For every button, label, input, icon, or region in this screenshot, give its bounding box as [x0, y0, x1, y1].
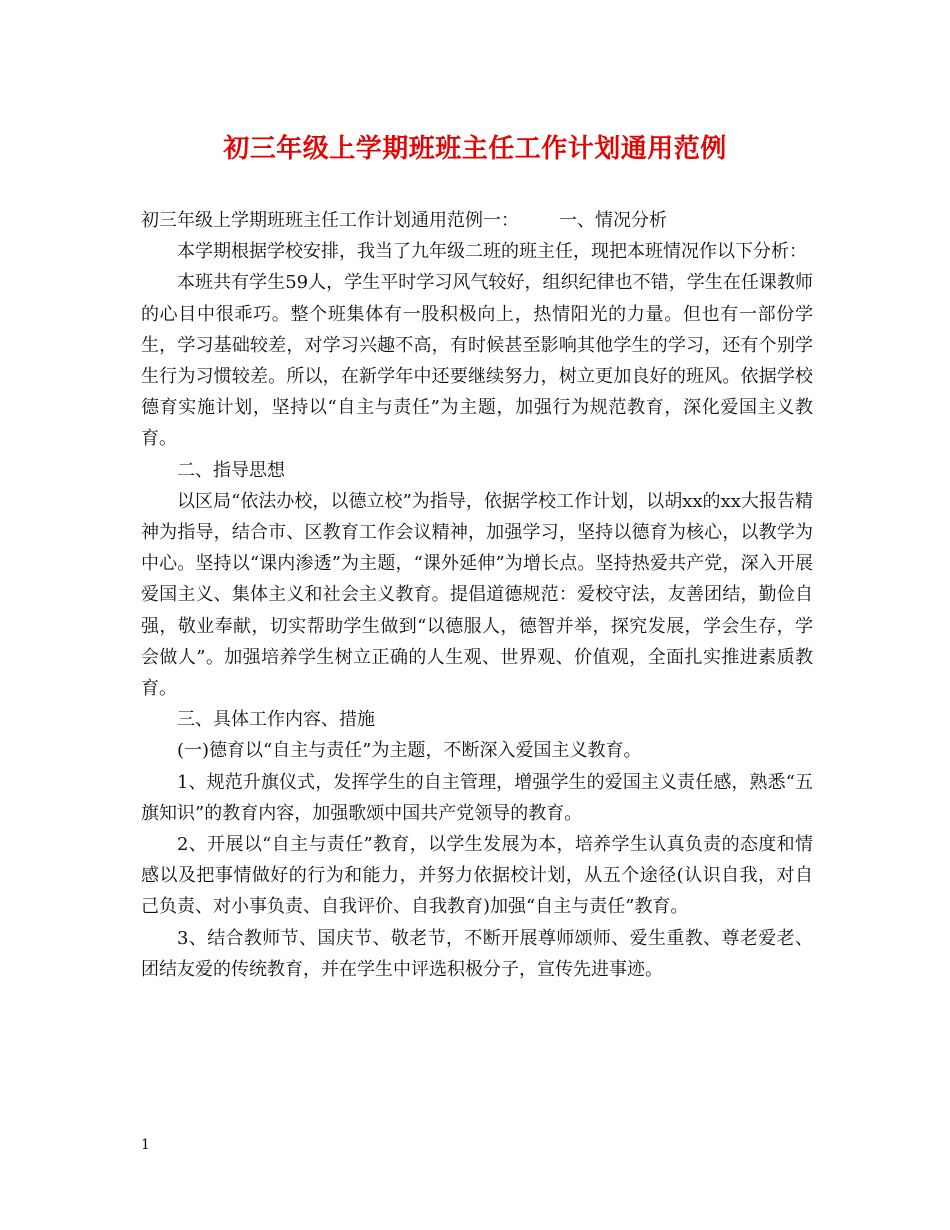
section-heading-2: 二、指导思想 [177, 459, 285, 481]
intro-line [141, 205, 813, 236]
section-heading-3: 三、具体工作内容、措施 [177, 709, 375, 731]
paragraph-3: 以区局“依法办校，以德立校”为指导，依据学校工作计划，以胡xx的xx大报告精神为指导，结合市、区教育工作会议精神，加强学习，坚持以德育为核心，以教学为中心。坚持以“课内渗透”为主题，“课外延伸”为增长点。坚持热爱共产党，深入开展爱国主义、集体主义和社会主义教育。提倡道德规范：爱校守法，友善团结，勤俭自强，敬业奉献，切实帮助学生做到“以德服人，德智并举，探究发展，学会生存，学会做人”。加强培养学生树立正确的人生观、世界观、价值观，全面扎实推进素质教育。 [141, 490, 813, 700]
subheading-1: (一)德育以“自主与责任”为主题，不断深入爱国主义教育。 [177, 740, 642, 762]
document-title: 初三年级上学期班班主任工作计划通用范例 [223, 134, 727, 164]
section-heading-1: 一、情况分析 [559, 210, 667, 231]
page-number: 1 [141, 1137, 150, 1153]
paragraph-2: 本班共有学生59人，学生平时学习风气较好，组织纪律也不错，学生在任课教师的心目中很乖巧。整个班集体有一股积极向上，热情阳光的力量。但也有一部份学生，学习基础较差，对学习兴趣不高，有时候甚至影响其他学生的学习，还有个别学生行为习惯较差。所以，在新学年中还要继续努力，树立更加良好的班风。依据学校德育实施计划，坚持以“自主与责任”为主题，加强行为规范教育，深化爱国主义教育。 [141, 272, 813, 450]
list-item-1: 1、规范升旗仪式，发挥学生的自主管理，增强学生的爱国主义责任感，熟悉“五旗知识”的教育内容，加强歌颂中国共产党领导的教育。 [141, 771, 813, 824]
list-item-3: 3、结合教师节、国庆节、敬老节，不断开展尊师颂师、爱生重教、尊老爱老、团结友爱的传统教育，并在学生中评选积极分子，宣传先进事迹。 [141, 927, 813, 980]
list-item-2: 2、开展以“自主与责任”教育，以学生发展为本，培养学生认真负责的态度和情感以及把事情做好的行为和能力，并努力依据校计划，从五个途径(认识自我，对自己负责、对小事负责、自我评价、自我教育)加强“自主与责任”教育。 [141, 834, 813, 918]
document-body [141, 205, 813, 985]
paragraph-1: 本学期根据学校安排，我当了九年级二班的班主任，现把本班情况作以下分析： [177, 241, 807, 263]
intro-label: 初三年级上学期班班主任工作计划通用范例一： [141, 210, 519, 231]
